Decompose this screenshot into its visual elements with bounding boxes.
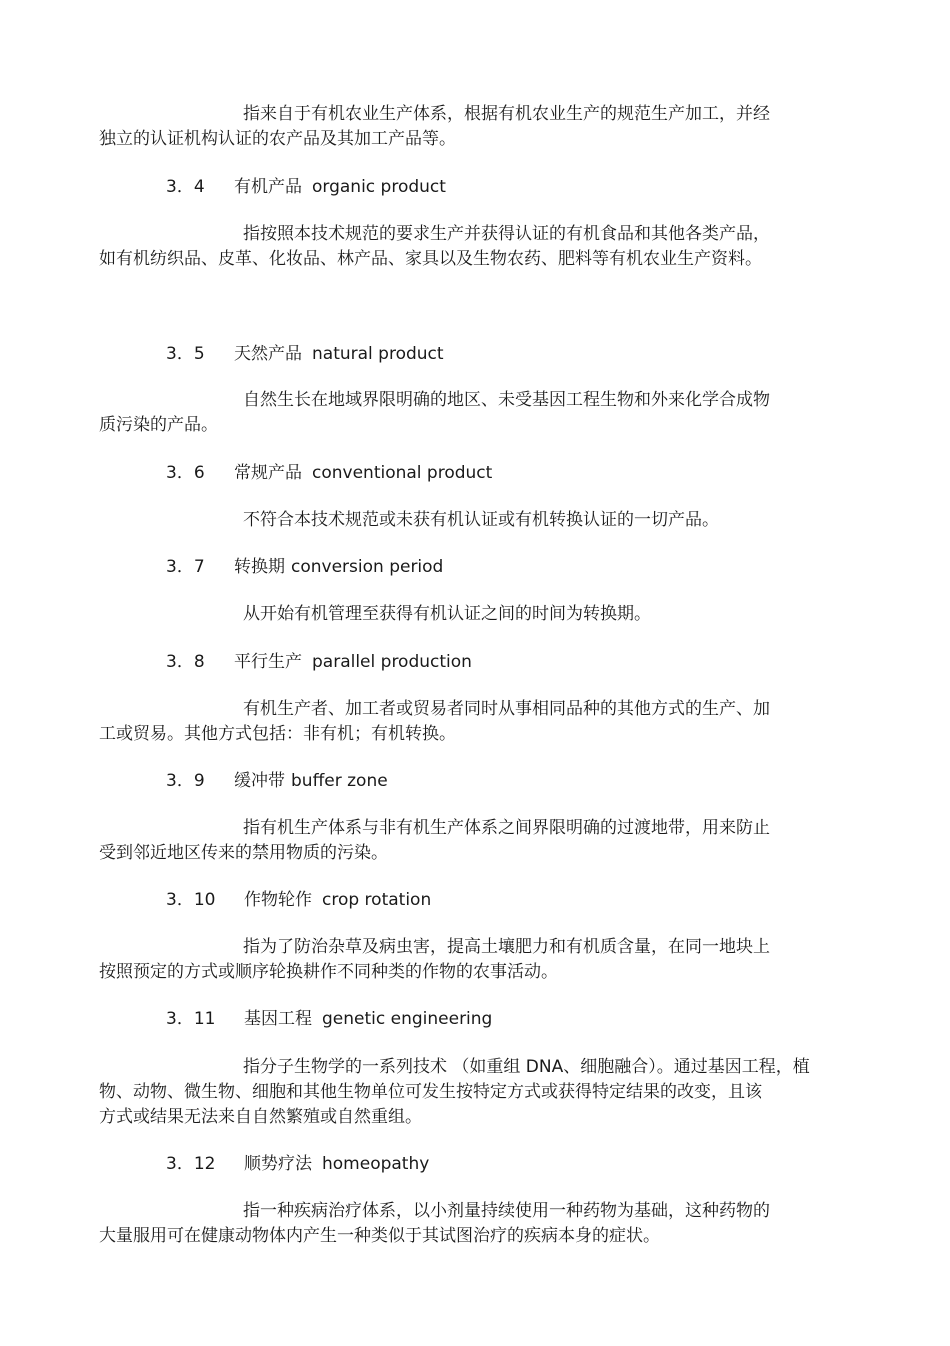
- paragraph-line: 自然生长在地域界限明确的地区、未受基因工程生物和外来化学合成物: [243, 390, 770, 410]
- paragraph-line: 指分子生物学的一系列技术 （如重组 DNA、细胞融合）。通过基因工程，植: [243, 1057, 810, 1077]
- paragraph-line: 按照预定的方式或顺序轮换耕作不同种类的作物的农事活动。: [99, 962, 558, 982]
- section-number: 3．11: [166, 1009, 216, 1029]
- paragraph-line: 指一种疾病治疗体系，以小剂量持续使用一种药物为基础，这种药物的: [243, 1201, 770, 1221]
- term-en: conversion period: [291, 557, 444, 577]
- paragraph-line: 独立的认证机构认证的农产品及其加工产品等。: [99, 129, 456, 149]
- paragraph-line: 从开始有机管理至获得有机认证之间的时间为转换期。: [243, 604, 651, 624]
- paragraph-line: 指来自于有机农业生产体系，根据有机农业生产的规范生产加工，并经: [243, 104, 770, 124]
- section-heading-3-4: [166, 176, 446, 198]
- term-en: genetic engineering: [322, 1009, 493, 1029]
- section-number: 3．10: [166, 890, 216, 910]
- term-en: homeopathy: [322, 1154, 430, 1174]
- term-cn: 基因工程: [244, 1009, 312, 1029]
- section-number: 3．12: [166, 1154, 216, 1174]
- term-cn: 平行生产: [234, 652, 302, 672]
- term-cn: 有机产品: [234, 177, 302, 197]
- term-cn: 天然产品: [234, 344, 302, 364]
- term-en: parallel production: [312, 652, 472, 672]
- paragraph-line: 大量服用可在健康动物体内产生一种类似于其试图治疗的疾病本身的症状。: [99, 1226, 660, 1246]
- paragraph-line: 工或贸易。其他方式包括：非有机；有机转换。: [99, 724, 456, 744]
- section-heading-3-7: [166, 556, 443, 578]
- section-number: 3．7: [166, 557, 205, 577]
- section-heading-3-6: [166, 462, 492, 484]
- paragraph-line: 受到邻近地区传来的禁用物质的污染。: [99, 843, 388, 863]
- paragraph-line: 有机生产者、加工者或贸易者同时从事相同品种的其他方式的生产、加: [243, 699, 770, 719]
- section-number: 3．4: [166, 177, 205, 197]
- term-cn: 常规产品: [234, 463, 302, 483]
- section-number: 3．6: [166, 463, 205, 483]
- paragraph-line: 物、动物、微生物、细胞和其他生物单位可发生按特定方式或获得特定结果的改变，且该: [99, 1082, 762, 1102]
- paragraph-line: 方式或结果无法来自自然繁殖或自然重组。: [99, 1107, 422, 1127]
- section-heading-3-11: [166, 1008, 492, 1030]
- paragraph-line: 指按照本技术规范的要求生产并获得认证的有机食品和其他各类产品，: [243, 224, 770, 244]
- term-cn: 顺势疗法: [244, 1154, 312, 1174]
- section-heading-3-5: [166, 343, 444, 365]
- term-cn: 缓冲带: [234, 771, 285, 791]
- term-en: organic product: [312, 177, 446, 197]
- section-heading-3-10: [166, 889, 431, 911]
- term-en: crop rotation: [322, 890, 432, 910]
- section-number: 3．8: [166, 652, 205, 672]
- section-number: 3．9: [166, 771, 205, 791]
- term-cn: 作物轮作: [244, 890, 312, 910]
- paragraph-line: 指有机生产体系与非有机生产体系之间界限明确的过渡地带，用来防止: [243, 818, 770, 838]
- paragraph-line: 指为了防治杂草及病虫害，提高土壤肥力和有机质含量，在同一地块上: [243, 937, 770, 957]
- term-cn: 转换期: [234, 557, 285, 577]
- section-heading-3-8: [166, 651, 472, 673]
- section-heading-3-12: [166, 1153, 429, 1175]
- paragraph-line: 如有机纺织品、皮革、化妆品、林产品、家具以及生物农药、肥料等有机农业生产资料。: [99, 249, 762, 269]
- section-number: 3．5: [166, 344, 205, 364]
- term-en: natural product: [312, 344, 444, 364]
- paragraph-line: 质污染的产品。: [99, 415, 218, 435]
- term-en: buffer zone: [291, 771, 388, 791]
- term-en: conventional product: [312, 463, 493, 483]
- paragraph-line: 不符合本技术规范或未获有机认证或有机转换认证的一切产品。: [243, 510, 719, 530]
- section-heading-3-9: [166, 770, 388, 792]
